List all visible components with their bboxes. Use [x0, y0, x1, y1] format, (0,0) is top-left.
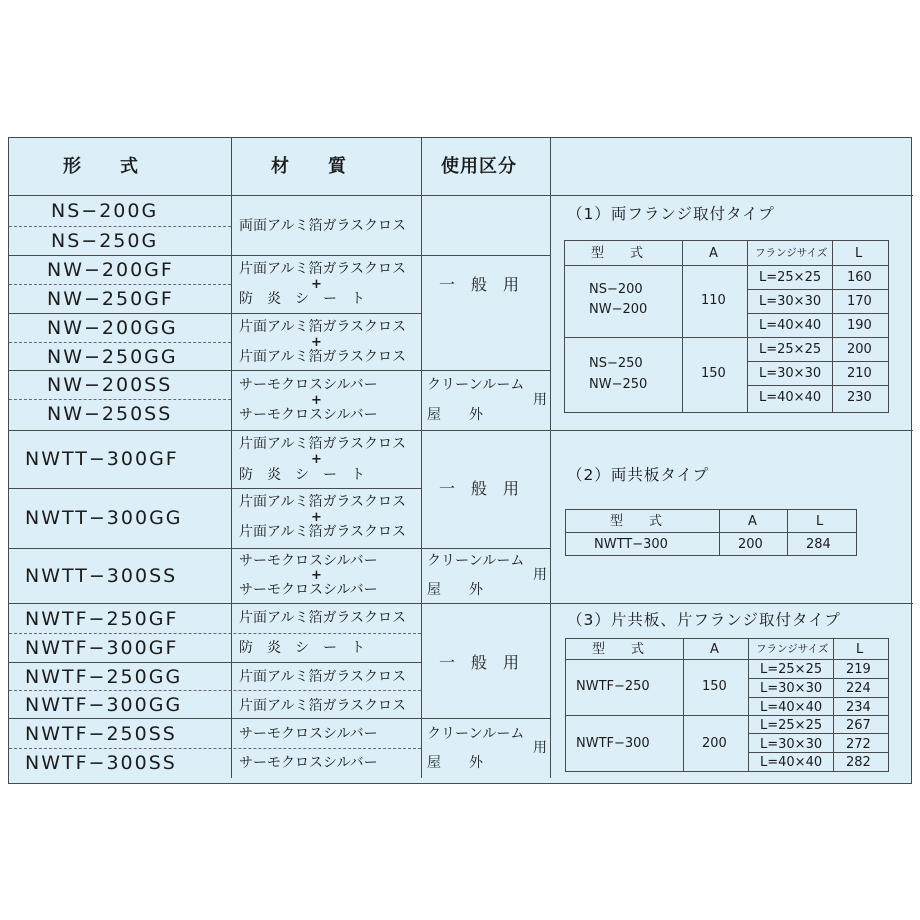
usage-cell: 一 般 用: [439, 275, 520, 294]
model-cell: NS−200G: [51, 200, 159, 222]
material-cell: 片面アルミ箔ガラスクロス: [239, 524, 407, 540]
flange-cell: L=40×40: [759, 318, 822, 333]
cell-rule: [565, 265, 888, 266]
flange-cell: L=40×40: [760, 700, 823, 715]
model-cell: NW−200GF: [47, 259, 174, 281]
usage-cell: 一 般 用: [439, 653, 520, 672]
a-cell: 200: [738, 537, 763, 552]
dashed-rule: [9, 342, 231, 343]
material-cell: 防 炎 シ ー ト: [239, 467, 365, 483]
usage-cell: クリーンルーム: [427, 726, 525, 742]
model-cell: NWTF−250: [576, 679, 650, 694]
cell-rule: [748, 752, 888, 753]
section1-table: [564, 240, 889, 413]
cell-divider: [832, 241, 833, 412]
material-cell: 両面アルミ箔ガラスクロス: [239, 218, 407, 234]
cell-rule: [747, 289, 888, 290]
row-rule: [9, 430, 913, 431]
row-rule: [9, 488, 421, 489]
material-cell: サーモクロスシルバー: [239, 407, 378, 423]
l-cell: 160: [847, 270, 872, 285]
cell-rule: [748, 733, 888, 734]
plus-sign: +: [311, 277, 322, 292]
usage-suffix: 用: [533, 567, 547, 583]
section3-title: （3）片共板、片フランジ取付タイプ: [567, 611, 841, 629]
material-cell: サーモクロスシルバー: [239, 553, 378, 569]
flange-cell: L=25×25: [760, 718, 823, 733]
row-rule: [9, 718, 550, 719]
model-cell: NWTF−250GF: [25, 608, 179, 630]
model-cell: NW−200GG: [47, 317, 178, 339]
th-model: 型 式: [591, 246, 644, 261]
a-cell: 200: [702, 736, 727, 751]
l-cell: 272: [846, 737, 871, 752]
model-cell: NWTT−300GG: [25, 507, 183, 529]
model-cell: NW−200SS: [47, 374, 173, 396]
flange-cell: L=30×30: [759, 366, 822, 381]
usage-cell: 屋 外: [427, 582, 483, 598]
model-cell: NS−250: [589, 356, 643, 371]
cell-rule: [566, 715, 888, 716]
dashed-rule: [9, 690, 421, 691]
cell-rule: [748, 678, 888, 679]
material-cell: 防 炎 シ ー ト: [239, 640, 365, 656]
header-material: 材 質: [271, 156, 347, 177]
l-cell: 224: [846, 681, 871, 696]
model-cell: NWTF−300: [576, 736, 650, 751]
spec-sheet: [8, 137, 912, 784]
a-cell: 110: [701, 293, 726, 308]
row-rule: [9, 255, 550, 256]
plus-sign: +: [311, 393, 322, 408]
section3-table: [565, 638, 889, 772]
col-divider-material: [421, 138, 422, 778]
header-usage: 使用区分: [441, 156, 517, 177]
flange-cell: L=30×30: [760, 681, 823, 696]
th-model: 型 式: [592, 642, 645, 657]
plus-sign: +: [311, 568, 322, 583]
l-cell: 190: [847, 318, 872, 333]
th-flange: フランジサイズ: [755, 247, 828, 259]
th-a: A: [709, 246, 718, 261]
material-cell: サーモクロスシルバー: [239, 582, 378, 598]
l-cell: 234: [846, 700, 871, 715]
section2-table: [565, 509, 857, 556]
l-cell: 210: [847, 366, 872, 381]
row-rule: [9, 370, 550, 371]
th-a: A: [710, 642, 719, 657]
row-rule: [9, 603, 913, 604]
row-rule: [9, 313, 421, 314]
flange-cell: L=30×30: [759, 294, 822, 309]
plus-sign: +: [311, 510, 322, 525]
flange-cell: L=30×30: [760, 737, 823, 752]
l-cell: 170: [847, 294, 872, 309]
material-cell: 片面アルミ箔ガラスクロス: [239, 494, 407, 510]
material-cell: 片面アルミ箔ガラスクロス: [239, 261, 407, 277]
model-cell: NWTT−300GF: [25, 448, 179, 470]
model-cell: NWTF−300SS: [25, 752, 177, 774]
header-model: 形 式: [63, 156, 139, 177]
cell-rule: [566, 659, 888, 660]
row-rule: [9, 548, 550, 549]
usage-suffix: 用: [533, 740, 547, 756]
dashed-rule: [9, 748, 421, 749]
dashed-rule: [9, 633, 421, 634]
model-cell: NW−250: [589, 377, 648, 392]
cell-divider: [747, 241, 748, 412]
material-cell: 片面アルミ箔ガラスクロス: [239, 436, 407, 452]
cell-rule: [566, 532, 856, 533]
section2-title: （2）両共板タイプ: [567, 466, 710, 484]
flange-cell: L=25×25: [759, 342, 822, 357]
dashed-rule: [9, 399, 231, 400]
usage-suffix: 用: [533, 392, 547, 408]
row-rule: [9, 662, 421, 663]
l-cell: 267: [846, 718, 871, 733]
l-cell: 284: [806, 537, 831, 552]
usage-cell: 屋 外: [427, 755, 483, 771]
model-cell: NS−250G: [51, 230, 159, 252]
l-cell: 219: [846, 662, 871, 677]
th-model: 型 式: [610, 514, 663, 529]
plus-sign: +: [311, 452, 322, 467]
th-l: L: [855, 246, 863, 261]
a-cell: 150: [702, 679, 727, 694]
cell-rule: [748, 697, 888, 698]
cell-divider: [682, 241, 683, 412]
model-cell: NWTT−300: [594, 537, 668, 552]
model-cell: NW−250GF: [47, 288, 174, 310]
col-divider-usage: [550, 138, 551, 778]
dashed-rule: [9, 284, 231, 285]
dashed-rule: [9, 226, 231, 227]
l-cell: 200: [847, 342, 872, 357]
header-rule: [9, 195, 913, 196]
model-cell: NS−200: [589, 282, 643, 297]
model-cell: NWTT−300SS: [25, 565, 178, 587]
plus-sign: +: [311, 335, 322, 350]
material-cell: サーモクロスシルバー: [239, 726, 378, 742]
model-cell: NWTF−250SS: [25, 723, 177, 745]
flange-cell: L=40×40: [760, 755, 823, 770]
material-cell: 片面アルミ箔ガラスクロス: [239, 669, 407, 685]
flange-cell: L=25×25: [760, 662, 823, 677]
model-cell: NWTF−250GG: [25, 666, 183, 688]
cell-rule: [747, 361, 888, 362]
usage-cell: 一 般 用: [439, 479, 520, 498]
model-cell: NW−250SS: [47, 403, 173, 425]
usage-cell: 屋 外: [427, 407, 483, 423]
th-a: A: [748, 514, 757, 529]
usage-cell: クリーンルーム: [427, 377, 525, 393]
material-cell: 片面アルミ箔ガラスクロス: [239, 610, 407, 626]
material-cell: サーモクロスシルバー: [239, 377, 378, 393]
material-cell: 片面アルミ箔ガラスクロス: [239, 319, 407, 335]
material-cell: 片面アルミ箔ガラスクロス: [239, 698, 407, 714]
material-cell: 片面アルミ箔ガラスクロス: [239, 349, 407, 365]
col-divider-model: [231, 138, 232, 778]
th-flange: フランジサイズ: [756, 643, 829, 655]
flange-cell: L=25×25: [759, 270, 822, 285]
cell-rule: [747, 313, 888, 314]
material-cell: 防 炎 シ ー ト: [239, 291, 365, 307]
model-cell: NW−250GG: [47, 346, 178, 368]
usage-cell: クリーンルーム: [427, 553, 525, 569]
th-l: L: [816, 514, 824, 529]
flange-cell: L=40×40: [759, 390, 822, 405]
material-cell: サーモクロスシルバー: [239, 755, 378, 771]
model-cell: NW−200: [589, 302, 648, 317]
model-cell: NWTF−300GG: [25, 694, 183, 716]
cell-rule: [565, 337, 888, 338]
th-l: L: [856, 642, 864, 657]
a-cell: 150: [701, 366, 726, 381]
cell-rule: [747, 385, 888, 386]
model-cell: NWTF−300GF: [25, 637, 179, 659]
section1-title: （1）両フランジ取付タイプ: [567, 205, 775, 223]
l-cell: 282: [846, 755, 871, 770]
l-cell: 230: [847, 390, 872, 405]
